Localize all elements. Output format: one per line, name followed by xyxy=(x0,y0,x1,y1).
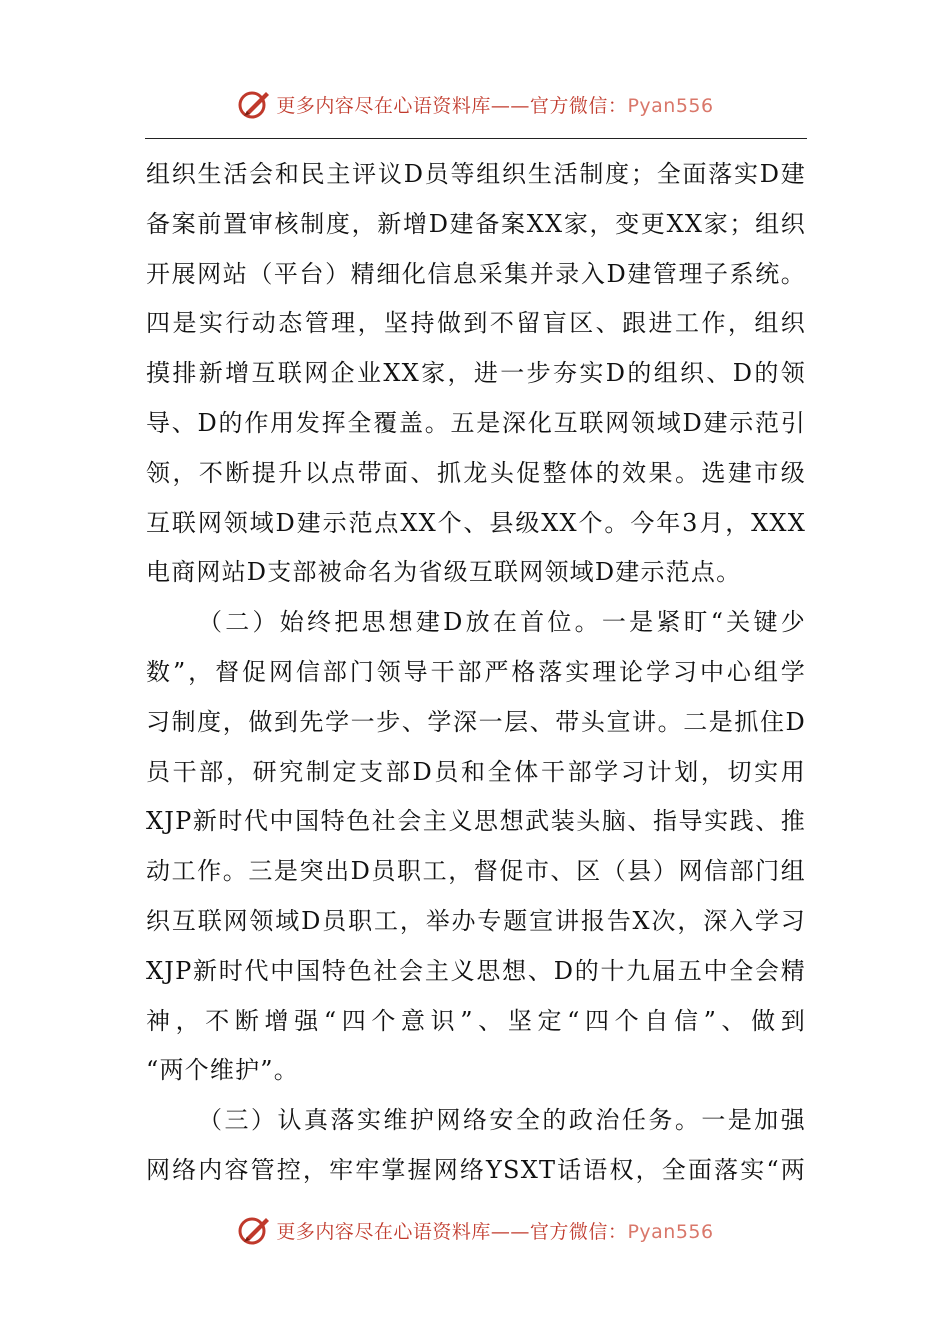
body-line: 网络内容管控，牢牢掌握网络YSXT话语权，全面落实“两 xyxy=(146,1155,806,1184)
body-line: 习制度，做到先学一步、学深一层、带头宣讲。二是抓住D xyxy=(146,707,806,736)
body-line: 互联网领域D建示范点XX个、县级XX个。今年3月，XXX xyxy=(146,508,806,537)
body-line: 摸排新增互联网企业XX家，进一步夯实D的组织、D的领 xyxy=(146,359,806,388)
footer-wechat-label: 官方微信： xyxy=(529,1220,628,1243)
footer-banner xyxy=(0,1210,950,1250)
body-line: 神，不断增强“四个意识”、坚定“四个自信”、做到 xyxy=(146,1006,806,1035)
body-line: 领，不断提升以点带面、抓龙头促整体的效果。选建市级 xyxy=(146,458,806,487)
header-wechat-label: 官方微信： xyxy=(529,94,628,117)
footer-dash: —— xyxy=(490,1220,530,1243)
body-line: 备案前置审核制度，新增D建备案XX家，变更XX家；组织 xyxy=(146,209,806,238)
footer-banner-text xyxy=(276,1217,713,1244)
quill-logo-icon xyxy=(236,1212,272,1248)
body-line: 员干部，研究制定支部D员和全体干部学习计划，切实用 xyxy=(146,757,806,786)
body-line: 四是实行动态管理，坚持做到不留盲区、跟进工作，组织 xyxy=(146,309,806,338)
document-body xyxy=(146,150,806,1196)
body-line: XJP新时代中国特色社会主义思想武装头脑、指导实践、推 xyxy=(146,807,806,836)
body-line: 组织生活会和民主评议D员等组织生活制度；全面落实D建 xyxy=(146,160,806,188)
body-line: 电商网站D支部被命名为省级互联网领域D建示范点。 xyxy=(146,558,742,587)
body-line: 织互联网领域D员职工，举办专题宣讲报告X次，深入学习 xyxy=(146,906,806,935)
body-line: 动工作。三是突出D员职工，督促市、区（县）网信部门组 xyxy=(146,857,806,886)
body-line: 导、D的作用发挥全覆盖。五是深化互联网领域D建示范引 xyxy=(146,408,806,437)
header-dash: —— xyxy=(490,94,530,117)
section-heading-line: （三）认真落实维护网络安全的政治任务。一是加强 xyxy=(198,1106,806,1135)
section-heading-line: （二）始终把思想建D放在首位。一是紧盯“关键少 xyxy=(198,608,806,637)
body-line: 数”，督促网信部门领导干部严格落实理论学习中心组学 xyxy=(146,657,806,686)
header-banner xyxy=(0,84,950,124)
header-banner-text xyxy=(276,91,713,118)
header-wechat-id: Pyan556 xyxy=(627,94,714,117)
body-line: “两个维护”。 xyxy=(146,1056,299,1085)
footer-site-text: 更多内容尽在心语资料库 xyxy=(276,1220,491,1243)
body-line: XJP新时代中国特色社会主义思想、D的十九届五中全会精 xyxy=(146,956,806,985)
header-divider xyxy=(145,138,807,139)
quill-logo-icon xyxy=(236,86,272,122)
footer-wechat-id: Pyan556 xyxy=(627,1220,714,1243)
body-line: 开展网站（平台）精细化信息采集并录入D建管理子系统。 xyxy=(146,259,806,288)
header-site-text: 更多内容尽在心语资料库 xyxy=(276,94,491,117)
